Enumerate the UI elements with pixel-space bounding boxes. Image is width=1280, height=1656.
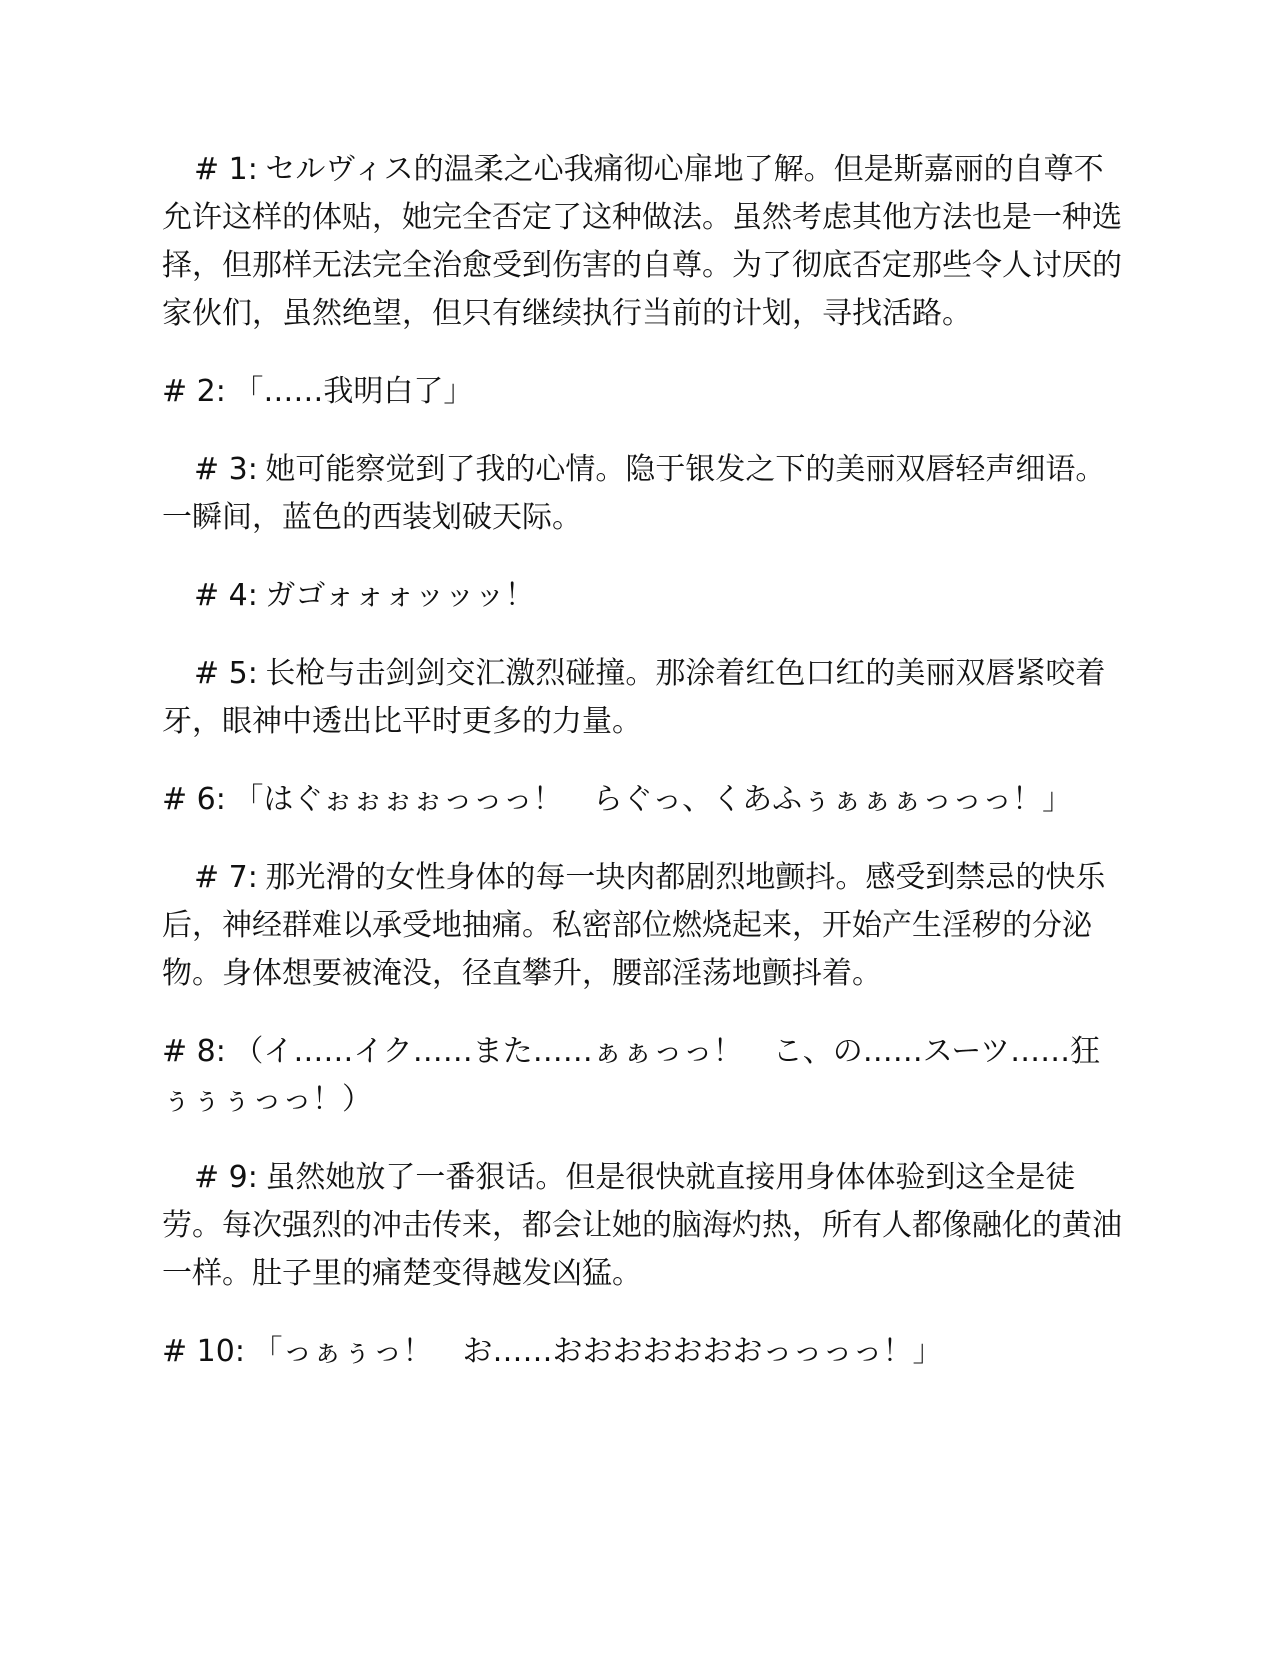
paragraph-number: # 1: (194, 152, 258, 187)
paragraph-3 (162, 446, 1122, 542)
paragraph-number: # 4: (194, 578, 258, 613)
paragraph-number: # 8: (162, 1034, 226, 1069)
paragraph-number: # 5: (194, 656, 258, 691)
paragraph-text: 「はぐぉぉぉぉっっっ！ らぐっ、くあふぅぁぁぁっっっ！」 (233, 782, 1073, 817)
paragraph-text: 长枪与击剑剑交汇激烈碰撞。那涂着红色口红的美丽双唇紧咬着牙，眼神中透出比平时更多的力量。 (162, 656, 1106, 739)
paragraph-number: # 2: (162, 374, 226, 409)
paragraph-text: 那光滑的女性身体的每一块肉都剧烈地颤抖。感受到禁忌的快乐后，神经群难以承受地抽痛。私密部位燃烧起来，开始产生淫秽的分泌物。身体想要被淹没，径直攀升，腰部淫荡地颤抖着。 (162, 860, 1106, 991)
paragraph-text: （イ……イク……また……ぁぁっっ！ こ、の……スーツ……狂ぅぅぅっっ！） (162, 1034, 1101, 1117)
paragraph-1 (162, 146, 1122, 338)
paragraph-4 (162, 572, 1122, 620)
paragraph-6 (162, 776, 1122, 824)
document-body (162, 146, 1122, 1406)
paragraph-number: # 6: (162, 782, 226, 817)
paragraph-text: 她可能察觉到了我的心情。隐于银发之下的美丽双唇轻声细语。一瞬间，蓝色的西装划破天际。 (162, 452, 1106, 535)
paragraph-number: # 7: (194, 860, 258, 895)
paragraph-5 (162, 650, 1122, 746)
paragraph-text: 虽然她放了一番狠话。但是很快就直接用身体体验到这全是徒劳。每次强烈的冲击传来，都会让她的脑海灼热，所有人都像融化的黄油一样。肚子里的痛楚变得越发凶猛。 (162, 1160, 1122, 1291)
paragraph-text: セルヴィス的温柔之心我痛彻心扉地了解。但是斯嘉丽的自尊不允许这样的体贴，她完全否定了这种做法。虽然考虑其他方法也是一种选择，但那样无法完全治愈受到伤害的自尊。为了彻底否定那些令人讨厌的家伙们，虽然绝望，但只有继续执行当前的计划，寻找活路。 (162, 152, 1122, 331)
paragraph-10 (162, 1328, 1122, 1376)
paragraph-text: 「……我明白了」 (233, 374, 474, 409)
paragraph-2 (162, 368, 1122, 416)
paragraph-8 (162, 1028, 1122, 1124)
paragraph-9 (162, 1154, 1122, 1298)
paragraph-number: # 9: (194, 1160, 258, 1195)
paragraph-text: ガゴォォォッッッ！ (265, 578, 535, 613)
paragraph-number: # 3: (194, 452, 258, 487)
paragraph-text: 「っぁぅっ！ お……おおおおおおおっっっっ！」 (252, 1334, 943, 1369)
paragraph-number: # 10: (162, 1334, 245, 1369)
paragraph-7 (162, 854, 1122, 998)
